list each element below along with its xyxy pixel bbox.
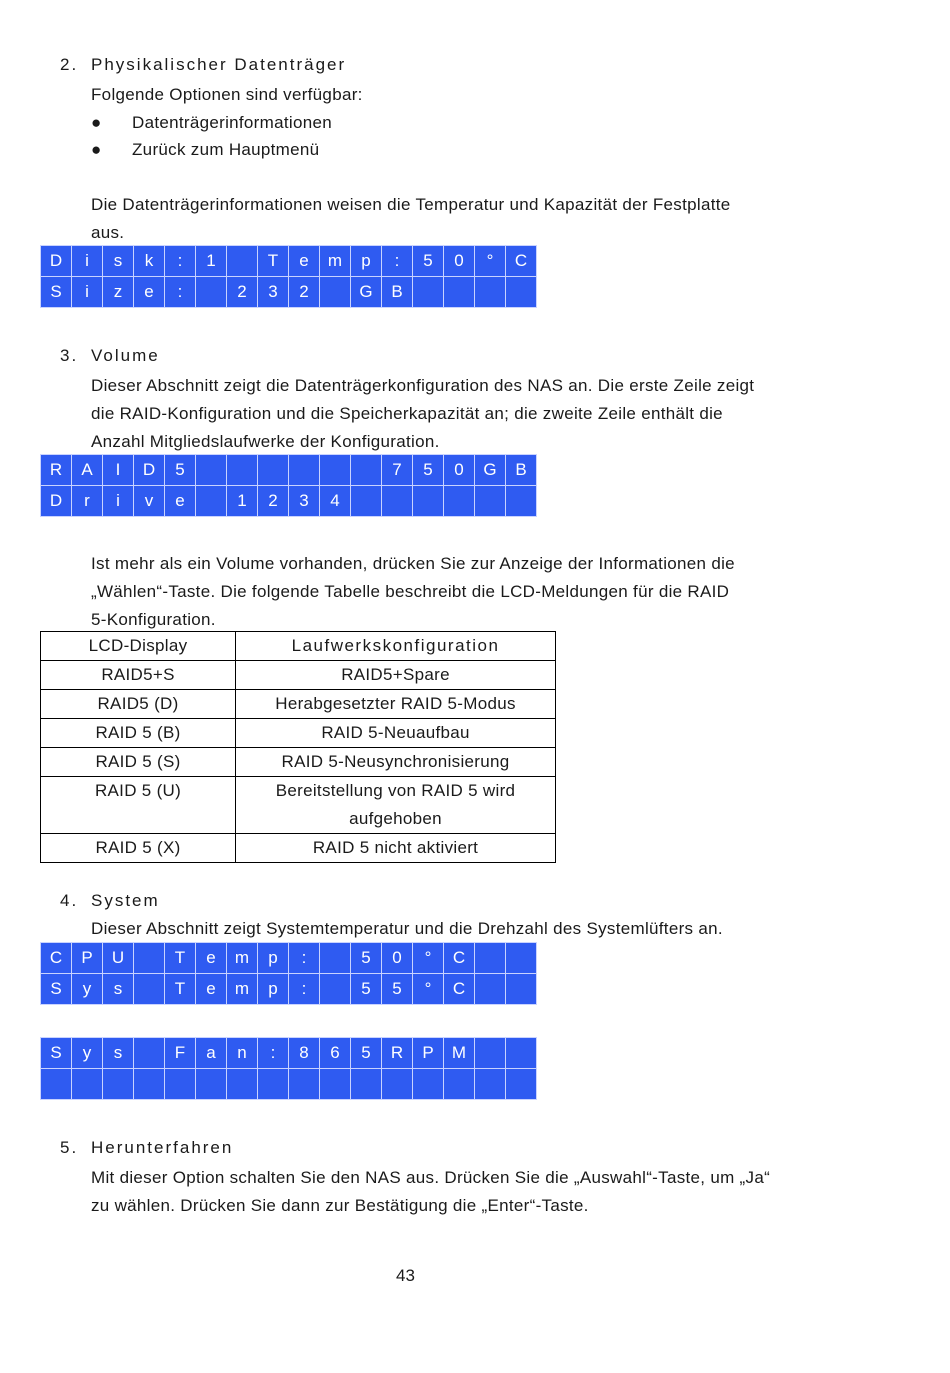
table-header: Laufwerkskonfiguration: [236, 632, 556, 661]
paragraph-line: Ist mehr als ein Volume vorhanden, drücken Sie zur Anzeige der Informationen die: [91, 554, 735, 573]
lcd-cell: [41, 1069, 72, 1100]
lcd-cell: [351, 455, 382, 486]
lcd-cell: m: [227, 943, 258, 974]
lcd-cell: D: [41, 486, 72, 517]
lcd-cell: 5: [413, 455, 444, 486]
table-cell: Bereitstellung von RAID 5 wird aufgehoben: [236, 777, 556, 834]
lcd-cell: s: [103, 974, 134, 1005]
lcd-cell: B: [506, 455, 537, 486]
table-cell: RAID 5-Neusynchronisierung: [236, 748, 556, 777]
lcd-cell: [382, 1069, 413, 1100]
lcd-cell: M: [444, 1038, 475, 1069]
section-title: Physikalischer Datenträger: [91, 55, 347, 74]
lcd-cell: p: [258, 943, 289, 974]
lcd-cell: :: [382, 246, 413, 277]
lcd-cell: [475, 1038, 506, 1069]
lcd-cell: [382, 486, 413, 517]
lcd-cell: 3: [289, 486, 320, 517]
lcd-cell: C: [41, 943, 72, 974]
lcd-cell: 0: [444, 455, 475, 486]
lcd-cell: p: [258, 974, 289, 1005]
table-cell: RAID 5 (X): [41, 834, 236, 863]
lcd-cell: [72, 1069, 103, 1100]
lcd-cell: G: [351, 277, 382, 308]
lcd-cell: [444, 1069, 475, 1100]
lcd-cell: A: [72, 455, 103, 486]
lcd-cell: G: [475, 455, 506, 486]
lcd-cell: S: [41, 974, 72, 1005]
lcd-cell: [196, 1069, 227, 1100]
lcd-row: [41, 974, 537, 1005]
lcd-cell: °: [413, 974, 444, 1005]
lcd-row: [41, 1069, 537, 1100]
lcd-display-fan: [40, 1037, 537, 1100]
raid-config-table: [40, 631, 556, 863]
lcd-cell: S: [41, 277, 72, 308]
paragraph-line: 5-Konfiguration.: [91, 610, 216, 629]
lcd-cell: [413, 486, 444, 517]
table-row: [41, 777, 556, 834]
lcd-display-temperature: [40, 942, 537, 1005]
section-4-heading: [60, 891, 160, 911]
lcd-cell: [196, 486, 227, 517]
lcd-cell: 8: [289, 1038, 320, 1069]
table-cell: RAID5 (D): [41, 690, 236, 719]
lcd-cell: [320, 943, 351, 974]
lcd-row: [41, 486, 537, 517]
lcd-cell: i: [72, 277, 103, 308]
paragraph-line: „Wählen“-Taste. Die folgende Tabelle beschreibt die LCD-Meldungen für die RAID: [91, 582, 730, 601]
lcd-cell: m: [320, 246, 351, 277]
bullet-icon: ●: [91, 113, 102, 132]
section-number: 5.: [60, 1138, 79, 1157]
lcd-cell: 5: [413, 246, 444, 277]
table-row: [41, 834, 556, 863]
bullet-item: [91, 113, 332, 133]
lcd-cell: [413, 277, 444, 308]
section-5-heading: [60, 1138, 233, 1158]
paragraph-line: Dieser Abschnitt zeigt Systemtemperatur und die Drehzahl des Systemlüfters an.: [91, 919, 723, 938]
table-row: [41, 661, 556, 690]
page-number: 43: [396, 1266, 415, 1285]
lcd-cell: T: [165, 943, 196, 974]
bullet-item: [91, 140, 319, 160]
lcd-cell: B: [382, 277, 413, 308]
lcd-cell: D: [41, 246, 72, 277]
lcd-cell: a: [196, 1038, 227, 1069]
lcd-cell: [444, 277, 475, 308]
lcd-cell: [475, 277, 506, 308]
section-3-paragraph-2: [91, 550, 831, 634]
paragraph-line: die RAID-Konfiguration und die Speicherkapazität an; die zweite Zeile enthält die: [91, 404, 723, 423]
table-cell: RAID 5 (U): [41, 777, 236, 834]
lcd-cell: e: [165, 486, 196, 517]
table-header: LCD-Display: [41, 632, 236, 661]
lcd-cell: 6: [320, 1038, 351, 1069]
lcd-cell: [506, 1069, 537, 1100]
lcd-cell: p: [351, 246, 382, 277]
lcd-cell: [506, 486, 537, 517]
paragraph-line: Mit dieser Option schalten Sie den NAS aus. Drücken Sie die „Auswahl“-Taste, um „Ja“: [91, 1168, 771, 1187]
lcd-cell: :: [289, 974, 320, 1005]
table-row: [41, 719, 556, 748]
section-number: 3.: [60, 346, 79, 365]
lcd-cell: [134, 974, 165, 1005]
paragraph-line: zu wählen. Drücken Sie dann zur Bestätigung die „Enter“-Taste.: [91, 1196, 589, 1215]
section-3-heading: [60, 346, 160, 366]
section-2-paragraph: [91, 191, 831, 247]
lcd-cell: U: [103, 943, 134, 974]
paragraph-line: aus.: [91, 223, 125, 242]
lcd-cell: 0: [382, 943, 413, 974]
lcd-cell: :: [258, 1038, 289, 1069]
bullet-text: Zurück zum Hauptmenü: [132, 140, 320, 159]
lcd-cell: i: [103, 486, 134, 517]
lcd-cell: e: [196, 943, 227, 974]
lcd-cell: 5: [351, 943, 382, 974]
lcd-cell: [320, 455, 351, 486]
lcd-cell: m: [227, 974, 258, 1005]
lcd-cell: 7: [382, 455, 413, 486]
lcd-cell: [506, 277, 537, 308]
lcd-cell: 2: [258, 486, 289, 517]
lcd-cell: I: [103, 455, 134, 486]
lcd-cell: [351, 486, 382, 517]
paragraph-line: Dieser Abschnitt zeigt die Datenträgerkonfiguration des NAS an. Die erste Zeile zeigt: [91, 376, 755, 395]
bullet-icon: ●: [91, 140, 102, 159]
table-cell: RAID 5 nicht aktiviert: [236, 834, 556, 863]
lcd-cell: [134, 943, 165, 974]
lcd-cell: [227, 246, 258, 277]
table-header-row: [41, 632, 556, 661]
lcd-cell: [134, 1069, 165, 1100]
lcd-cell: [320, 974, 351, 1005]
lcd-row: [41, 246, 537, 277]
lcd-cell: 5: [351, 974, 382, 1005]
table-cell: RAID5+Spare: [236, 661, 556, 690]
lcd-cell: 0: [444, 246, 475, 277]
lcd-cell: F: [165, 1038, 196, 1069]
lcd-cell: 3: [258, 277, 289, 308]
lcd-cell: R: [41, 455, 72, 486]
lcd-cell: °: [413, 943, 444, 974]
lcd-cell: C: [444, 974, 475, 1005]
lcd-cell: v: [134, 486, 165, 517]
lcd-cell: [320, 277, 351, 308]
lcd-cell: [475, 1069, 506, 1100]
lcd-row: [41, 943, 537, 974]
lcd-cell: 1: [227, 486, 258, 517]
table-cell: RAID5+S: [41, 661, 236, 690]
lcd-cell: [506, 943, 537, 974]
lcd-cell: z: [103, 277, 134, 308]
lcd-cell: 4: [320, 486, 351, 517]
lcd-cell: n: [227, 1038, 258, 1069]
table-cell: RAID 5 (S): [41, 748, 236, 777]
table-cell: Herabgesetzter RAID 5-Modus: [236, 690, 556, 719]
section-title: Volume: [91, 346, 160, 365]
lcd-cell: [506, 974, 537, 1005]
section-number: 4.: [60, 891, 79, 910]
lcd-cell: [227, 455, 258, 486]
lcd-cell: :: [165, 277, 196, 308]
section-title: System: [91, 891, 160, 910]
lcd-cell: y: [72, 974, 103, 1005]
lcd-cell: 1: [196, 246, 227, 277]
lcd-cell: 5: [382, 974, 413, 1005]
lcd-cell: e: [134, 277, 165, 308]
lcd-cell: 5: [165, 455, 196, 486]
lcd-cell: :: [289, 943, 320, 974]
paragraph-line: Die Datenträgerinformationen weisen die Temperatur und Kapazität der Festplatte: [91, 195, 731, 214]
lcd-cell: [196, 455, 227, 486]
lcd-cell: [103, 1069, 134, 1100]
lcd-display-disk: [40, 245, 537, 308]
table-row: [41, 748, 556, 777]
section-2-intro: Folgende Optionen sind verfügbar:: [91, 85, 363, 104]
lcd-cell: [196, 277, 227, 308]
lcd-cell: r: [72, 486, 103, 517]
lcd-cell: P: [413, 1038, 444, 1069]
table-cell: RAID 5 (B): [41, 719, 236, 748]
lcd-cell: [258, 1069, 289, 1100]
lcd-cell: R: [382, 1038, 413, 1069]
lcd-cell: °: [475, 246, 506, 277]
section-number: 2.: [60, 55, 79, 74]
lcd-cell: T: [258, 246, 289, 277]
lcd-cell: C: [506, 246, 537, 277]
lcd-cell: 2: [227, 277, 258, 308]
lcd-cell: P: [72, 943, 103, 974]
lcd-cell: e: [289, 246, 320, 277]
lcd-cell: [227, 1069, 258, 1100]
lcd-cell: [320, 1069, 351, 1100]
paragraph-line: Anzahl Mitgliedslaufwerke der Konfiguration.: [91, 432, 440, 451]
lcd-cell: [475, 974, 506, 1005]
section-2-heading: [60, 55, 346, 75]
lcd-cell: [475, 943, 506, 974]
lcd-cell: [289, 455, 320, 486]
lcd-cell: s: [103, 1038, 134, 1069]
lcd-cell: i: [72, 246, 103, 277]
lcd-cell: [165, 1069, 196, 1100]
lcd-cell: [289, 1069, 320, 1100]
lcd-cell: y: [72, 1038, 103, 1069]
lcd-cell: :: [165, 246, 196, 277]
lcd-cell: D: [134, 455, 165, 486]
lcd-row: [41, 455, 537, 486]
lcd-cell: 2: [289, 277, 320, 308]
lcd-cell: s: [103, 246, 134, 277]
lcd-cell: [351, 1069, 382, 1100]
lcd-cell: [413, 1069, 444, 1100]
section-title: Herunterfahren: [91, 1138, 234, 1157]
lcd-cell: [134, 1038, 165, 1069]
lcd-cell: [475, 486, 506, 517]
lcd-cell: S: [41, 1038, 72, 1069]
section-3-paragraph: [91, 372, 831, 456]
lcd-cell: [444, 486, 475, 517]
table-cell: RAID 5-Neuaufbau: [236, 719, 556, 748]
lcd-cell: [258, 455, 289, 486]
table-row: [41, 690, 556, 719]
section-4-paragraph: [91, 915, 831, 943]
lcd-cell: T: [165, 974, 196, 1005]
lcd-cell: [506, 1038, 537, 1069]
lcd-cell: 5: [351, 1038, 382, 1069]
lcd-cell: C: [444, 943, 475, 974]
lcd-cell: e: [196, 974, 227, 1005]
bullet-text: Datenträgerinformationen: [132, 113, 332, 132]
section-5-paragraph: [91, 1164, 831, 1220]
lcd-display-volume: [40, 454, 537, 517]
lcd-row: [41, 277, 537, 308]
lcd-row: [41, 1038, 537, 1069]
lcd-cell: k: [134, 246, 165, 277]
